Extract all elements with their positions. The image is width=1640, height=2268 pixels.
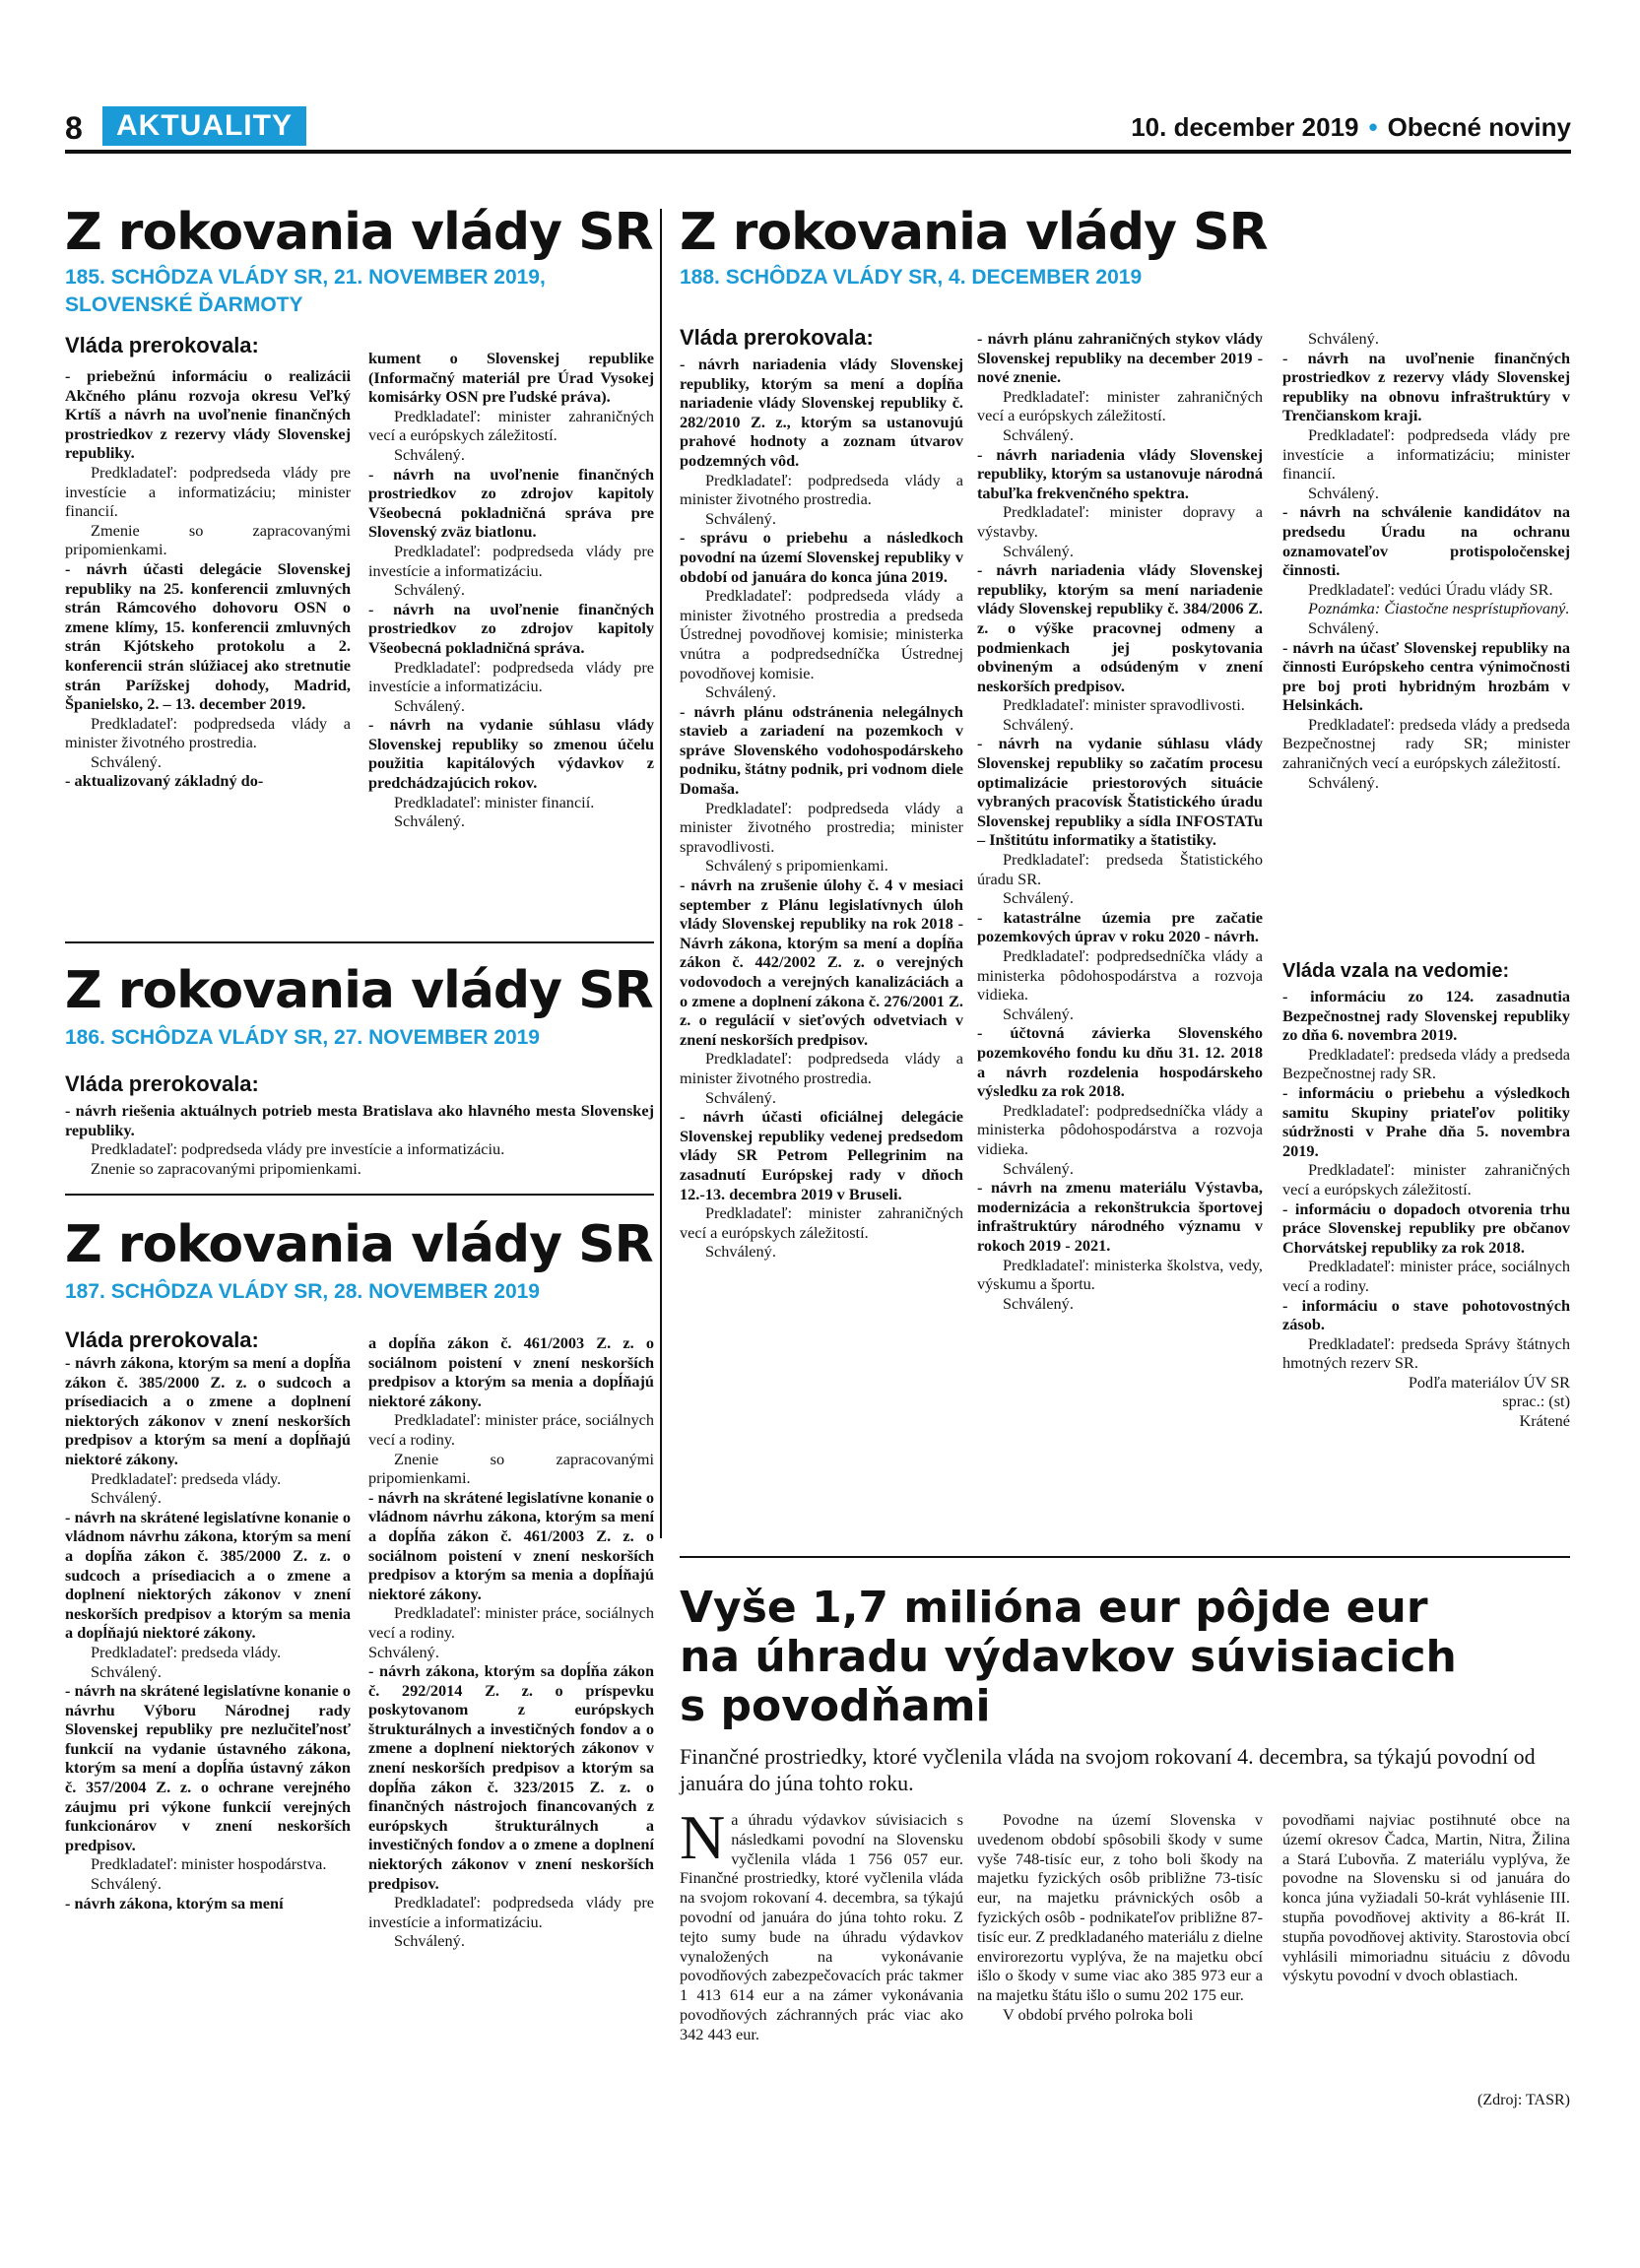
flood-headline-line: na úhradu výdavkov súvisiacich — [680, 1632, 1457, 1682]
flood-col3-text: povodňami najviac postihnuté obce na území okresov Čadca, Martin, Nitra, Žilina a Stará Ľubovňa. Z materiálu vyplýva, že povodne na Slovensku si od januára do konca júna vyžiadali 50-krát vyhlásenie III. stupňa povodňovej aktivity a 86-krát II. stupňa povodňovej aktivity. Starostovia obcí vyhlásili mimoriadnu situáciu z dôvodu výskytu povodní v dvoch oblastiach. — [1282, 1810, 1570, 1985]
paragraph: Predkladateľ: predseda vlády. — [91, 1642, 282, 1661]
paragraph: - návrh na uvoľnenie finančných prostriedkov z rezervy vlády Slovenskej republiky na obnovu infraštruktúry v Trenčianskom kraji. — [1282, 348, 1570, 425]
paragraph: Schválený. — [394, 580, 465, 600]
divider — [65, 941, 654, 943]
paragraph: Schválený. — [1308, 772, 1379, 792]
article-186-subtitle: 186. SCHÔDZA VLÁDY SR, 27. NOVEMBER 2019 — [65, 1026, 540, 1049]
separator-dot: • — [1368, 112, 1378, 142]
paragraph: Predkladateľ: podpredseda vlády a minister životného prostredia a predseda Ústrednej povodňovej komisie; ministerka vnútra a podpredsedníčka Ústrednej povodňovej komisie. — [680, 586, 963, 682]
paragraph: a dopĺňa zákon č. 461/2003 Z. z. o sociálnom poistení v znení neskorších predpisov a ktorým sa menia a dopĺňajú niektoré zákony. — [368, 1333, 654, 1410]
paragraph: Schválený. — [91, 1488, 162, 1508]
paragraph: Schválený. — [1003, 1004, 1074, 1023]
paragraph: Predkladateľ: podpredseda vlády pre investície a informatizáciu; minister financií. — [65, 462, 351, 521]
paragraph: Schválený. — [91, 1874, 162, 1894]
paragraph: Predkladateľ: podpredseda vlády pre investície a informatizáciu; minister financií. — [1282, 424, 1570, 484]
paragraph: sprac.: (st) — [1502, 1392, 1570, 1411]
divider — [680, 1556, 1570, 1558]
flood-col1-text: a úhradu výdavkov súvisiacich s následkami povodní na Slovensku vyčlenila vláda 1 756 057 eur. Finančné prostriedky, ktoré vyčlenila vláda na svojom rokovaní 4. decembra, sa týkajú povodní od januára do júna tohto roku. Z tejto sumy bude na úhradu výdavkov vynaložených na vykonávanie povodňových zabezpečovacích prác takmer 1 413 614 eur a na zámer vykonávania povodňových záchranných prác viac ako 342 443 eur. — [680, 1810, 963, 2043]
paragraph: - návrh účasti delegácie Slovenskej republiky na 25. konferencii zmluvných strán Rámcového dohovoru OSN o zmene klímy, 15. konferencii zmluvných strán Kjótskeho protokolu a 2. konferencii strán slúžiacej ako stretnutie strán Parížskej dohody, Madrid, Španielsko, 2. – 13. december 2019. — [65, 558, 351, 714]
paragraph: - návrh na uvoľnenie finančných prostriedkov zo zdrojov kapitoly Všeobecná pokladničná správa pre Slovenský zväz biatlonu. — [368, 464, 654, 542]
paragraph: Predkladateľ: minister spravodlivosti. — [1003, 695, 1245, 715]
paragraph: - návrh zákona, ktorým sa mení — [65, 1893, 284, 1912]
paragraph: Zmenie so zapracovanými pripomienkami. — [65, 520, 351, 559]
flood-headline-line: s povodňami — [680, 1681, 991, 1731]
paragraph: Schválený. — [394, 811, 465, 831]
paragraph: Schválený. — [91, 751, 162, 771]
paragraph: - návrh účasti oficiálnej delegácie Slovenskej republiky vedenej predsedom vlády SR Petrom Pellegrinim na zasadnutí Európskej rady v dňoch 12.-13. decembra 2019 v Bruseli. — [680, 1107, 963, 1203]
paragraph: Predkladateľ: predseda vlády. — [91, 1468, 282, 1488]
paragraph: Schválený. — [705, 1087, 776, 1107]
article-188-title: Z rokovania vlády SR — [680, 203, 1268, 262]
paragraph: - návrh na zmenu materiálu Výstavba, modernizácia a rekonštrukcia športovej infraštruktúry národného významu v rokoch 2019 - 2021. — [977, 1178, 1263, 1255]
paragraph: - návrh zákona, ktorým sa mení a dopĺňa zákon č. 385/2000 Z. z. o sudcoch a prísediacich a o zmene a doplnení niektorých zákonov v znení neskorších predpisov a ktorým sa mení a dopĺňajú niektoré zákony. — [65, 1353, 351, 1468]
article-187-col1 — [65, 1353, 351, 1912]
paragraph: - návrh plánu zahraničných stykov vlády Slovenskej republiky na december 2019 - nové znenie. — [977, 329, 1263, 387]
article-188-col1 — [680, 355, 963, 1262]
paragraph: Schválený. — [1003, 541, 1074, 560]
paragraph: Schválený. — [1003, 1158, 1074, 1178]
paragraph: Predkladateľ: vedúci Úradu vlády SR. — [1308, 579, 1553, 599]
paragraph: - návrh na schválenie kandidátov na predsedu Úradu na ochranu oznamovateľov protispoločenskej činnosti. — [1282, 502, 1570, 580]
issue-info — [1131, 112, 1571, 143]
paragraph: - návrh nariadenia vlády Slovenskej republiky, ktorým sa ustanovuje národná tabuľka frekvenčného spektra. — [977, 444, 1263, 502]
header-rule — [65, 150, 1571, 154]
paragraph: - aktualizovaný základný do- — [65, 771, 264, 791]
paragraph: Schválený. — [1003, 888, 1074, 908]
paragraph: Krátené — [1519, 1411, 1570, 1431]
paragraph: Predkladateľ: ministerka školstva, vedy, výskumu a športu. — [977, 1255, 1263, 1294]
article-185-col2 — [368, 349, 654, 831]
publication-name: Obecné noviny — [1387, 112, 1571, 142]
paragraph: Znenie so zapracovanými pripomienkami. — [91, 1158, 361, 1178]
paragraph: Predkladateľ: predseda vlády a predseda Bezpečnostnej rady SR; minister zahraničných vecí a európskych záležitostí. — [1282, 714, 1570, 773]
article-185-title: Z rokovania vlády SR — [65, 203, 653, 262]
section-tag: AKTUALITY — [102, 106, 306, 146]
paragraph: Predkladateľ: minister hospodárstva. — [91, 1854, 327, 1874]
paragraph: Predkladateľ: podpredseda vlády pre investície a informatizáciu. — [368, 1893, 654, 1931]
paragraph: Predkladateľ: podpredseda vlády pre investície a informatizáciu. — [368, 657, 654, 696]
paragraph: Schválený. — [394, 1931, 465, 1951]
paragraph: - návrh plánu odstránenia nelegálnych stavieb a zariadení na pozemkoch v správe Slovenského vodohospodárskeho podniku, štátny podnik, pri vodnom diele Domaša. — [680, 701, 963, 799]
paragraph: Schválený. — [705, 508, 776, 528]
flood-headline-line: Vyše 1,7 milióna eur pôjde eur — [680, 1583, 1428, 1633]
article-188-label2: Vláda vzala na vedomie: — [1282, 960, 1510, 982]
paragraph: Predkladateľ: minister dopravy a výstavby. — [977, 502, 1263, 541]
flood-headline — [680, 1584, 1457, 1731]
article-187-label: Vláda prerokovala: — [65, 1328, 259, 1352]
column-rule — [660, 209, 662, 1538]
paragraph: - katastrálne územia pre začatie pozemkových úprav v roku 2020 - návrh. — [977, 907, 1263, 946]
paragraph: Znenie so zapracovanými pripomienkami. — [368, 1449, 654, 1488]
article-186-body — [65, 1101, 654, 1178]
article-186-title: Z rokovania vlády SR — [65, 961, 653, 1020]
flood-col1 — [680, 1802, 963, 2044]
paragraph: Predkladateľ: podpredseda vlády a minister životného prostredia. — [65, 713, 351, 752]
article-187-col2 — [368, 1333, 654, 1951]
paragraph: Predkladateľ: podpredseda vlády a minister životného prostredia. — [680, 1049, 963, 1087]
flood-lead: Finančné prostriedky, ktoré vyčlenila vláda na svojom rokovaní 4. decembra, sa týkajú povodní od januára do júna tohto roku. — [680, 1744, 1536, 1795]
article-188-col2 — [977, 329, 1263, 1313]
paragraph: Predkladateľ: predseda Štatistického úradu SR. — [977, 850, 1263, 888]
paragraph: - informáciu o dopadoch otvorenia trhu práce Slovenskej republiky pre občanov Chorvátskej republiky za rok 2018. — [1282, 1199, 1570, 1257]
article-188-col3 — [1282, 329, 1570, 792]
flood-col2-text: Povodne na území Slovenska v uvedenom období spôsobili škody v sume vyše 748-tisíc eur, z toho boli škody na majetku fyzických osôb približne 73-tisíc eur, na majetku právnických osôb a fyzických osôb - podnikateľov približne 87-tisíc eur. Z predkladaného materiálu z dielne envirorezortu vyplýva, že na majetku obcí išlo o škody v sume viac ako 385 973 eur a na majetku štátu išlo o sumu 202 175 eur. — [977, 1810, 1263, 2005]
paragraph: Predkladateľ: minister práce, sociálnych vecí a rodiny. — [368, 1603, 654, 1642]
paragraph: Predkladateľ: minister zahraničných vecí a európskych záležitostí. — [977, 386, 1263, 425]
paragraph: - návrh na uvoľnenie finančných prostriedkov zo zdrojov kapitoly Všeobecná pokladničná správa. — [368, 599, 654, 657]
paragraph: Predkladateľ: minister práce, sociálnych vecí a rodiny. — [1282, 1257, 1570, 1295]
paragraph: - návrh zákona, ktorým sa dopĺňa zákon č. 292/2014 Z. z. o príspevku poskytovanom z európskych štrukturálnych a investičných fondov a o zmene a doplnení niektorých zákonov v znení neskorších predpisov a ktorým sa dopĺňa zákon č. 323/2015 Z. z. o finančných nástrojoch financovaných z európskych štrukturálnych a investičných fondov a o zmene a doplnení niektorých zákonov v znení neskorších predpisov. — [368, 1661, 654, 1893]
paragraph: Schválený s pripomienkami. — [705, 856, 888, 875]
paragraph: - návrh na skrátené legislatívne konanie o návrhu Výboru Národnej rady Slovenskej republiky pre nezlučiteľnosť funkcií na vydanie ústavného zákona, ktorým sa mení a dopĺňa ústavný zákon č. 357/2004 Z. z. o ochrane verejného záujmu pri výkone funkcií verejných funkcionárov v znení neskorších predpisov. — [65, 1681, 351, 1854]
paragraph: - návrh na vydanie súhlasu vlády Slovenskej republiky so zmenou účelu použitia kapitálových výdavkov z predchádzajúcich rokov. — [368, 715, 654, 793]
paragraph: - návrh nariadenia vlády Slovenskej republiky, ktorým sa mení nariadenie vlády Slovenskej republiky č. 384/2006 Z. z. o výške pracovnej odmeny a podmienkach jej poskytovania obvineným a odsúdeným v znení neskorších predpisov. — [977, 560, 1263, 695]
paragraph: Predkladateľ: podpredsedníčka vlády a ministerka pôdohospodárstva a rozvoja vidieka. — [977, 1100, 1263, 1158]
paragraph: Schválený. — [705, 682, 776, 702]
paragraph: Predkladateľ: podpredseda vlády a minister životného prostredia. — [680, 470, 963, 509]
paragraph: - správu o priebehu a následkoch povodní na území Slovenskej republiky v období od januára do konca júna 2019. — [680, 528, 963, 586]
paragraph: Schválený. — [1003, 714, 1074, 734]
paragraph: Predkladateľ: minister zahraničných vecí a európskych záležitostí. — [368, 406, 654, 445]
article-187-title: Z rokovania vlády SR — [65, 1215, 653, 1274]
paragraph: Schválený. — [394, 695, 465, 715]
issue-date: 10. december 2019 — [1131, 112, 1359, 142]
paragraph: Predkladateľ: podpredseda vlády pre investície a informatizáciu. — [368, 541, 654, 580]
paragraph: Predkladateľ: minister zahraničných vecí a európskych záležitostí. — [1282, 1160, 1570, 1199]
paragraph: Schválený. — [1003, 424, 1074, 444]
article-185-label: Vláda prerokovala: — [65, 333, 259, 357]
paragraph: - návrh na skrátené legislatívne konanie o vládnom návrhu zákona, ktorým sa mení a dopĺňa zákon č. 385/2000 Z. z. o sudcoch a prísediacich a o zmene a doplnení niektorých zákonov v znení neskorších predpisov a ktorým sa menia a dopĺňajú niektoré zákony. — [65, 1507, 351, 1643]
paragraph: Predkladateľ: predseda Správy štátnych hmotných rezerv SR. — [1282, 1333, 1570, 1373]
paragraph: Predkladateľ: podpredseda vlády pre investície a informatizáciu. — [91, 1139, 505, 1159]
paragraph: Schválený. — [1308, 617, 1379, 637]
paragraph: Schválený. — [91, 1661, 162, 1681]
flood-col2-text: V období prvého polroka boli — [1003, 2004, 1194, 2024]
paragraph: - návrh na zrušenie úlohy č. 4 v mesiaci september z Plánu legislatívnych úloh vlády Slovenskej republiky na rok 2018 - Návrh zákona, ktorým sa mení a dopĺňa zákon č. 442/2002 Z. z. o verejných vodovodoch a verejných kanalizáciách a o zmene a doplnení zákona č. 276/2001 Z. z. o regulácií v sieťových odvetviach v znení neskorších predpisov. — [680, 875, 963, 1049]
paragraph: Predkladateľ: predseda vlády a predseda Bezpečnostnej rady SR. — [1282, 1044, 1570, 1083]
paragraph: Poznámka: Čiastočne nesprístupňovaný. — [1308, 599, 1570, 618]
paragraph: - účtovná závierka Slovenského pozemkového fondu ku dňu 31. 12. 2018 a návrh rozdelenia hospodárskeho výsledku za rok 2018. — [977, 1023, 1263, 1101]
paragraph: Schválený. — [368, 1642, 439, 1661]
article-186-label: Vláda prerokovala: — [65, 1071, 259, 1096]
drop-cap: N — [680, 1802, 726, 1872]
paragraph: Schválený. — [705, 1242, 776, 1262]
paragraph: - informáciu zo 124. zasadnutia Bezpečnostnej rady Slovenskej republiky zo dňa 6. novembra 2019. — [1282, 987, 1570, 1045]
divider — [65, 1194, 654, 1196]
flood-col2 — [977, 1810, 1263, 2025]
paragraph: Schválený. — [394, 444, 465, 464]
paragraph: - návrh riešenia aktuálnych potrieb mesta Bratislava ako hlavného mesta Slovenskej republiky. — [65, 1101, 654, 1139]
paragraph: - návrh nariadenia vlády Slovenskej republiky, ktorým sa mení a dopĺňa nariadenie vlády Slovenskej republiky č. 282/2010 Z. z., ktorým sa ustanovujú prahové hodnoty a zoznam útvarov podzemných vôd. — [680, 355, 963, 470]
paragraph: Predkladateľ: podpredsedníčka vlády a ministerka pôdohospodárstva a rozvoja vidieka. — [977, 946, 1263, 1004]
paragraph: Schválený. — [1003, 1293, 1074, 1313]
paragraph: - návrh na účasť Slovenskej republiky na činnosti Európskeho centra výnimočnosti pre boj proti hybridným hrozbám v Helsinkách. — [1282, 637, 1570, 715]
paragraph: - návrh na vydanie súhlasu vlády Slovenskej republiky so začatím procesu optimalizácie priestorových situácie vybraných pracovísk Štatistického úradu Slovenskej republiky a sídla INFOSTATu – Inštitútu informatiky a štatistiky. — [977, 734, 1263, 850]
article-188-col3b — [1282, 987, 1570, 1431]
flood-source: (Zdroj: TASR) — [1477, 2092, 1570, 2108]
paragraph: Predkladateľ: minister zahraničných vecí a európskych záležitostí. — [680, 1203, 963, 1242]
paragraph: Predkladateľ: minister financií. — [394, 792, 595, 811]
paragraph: Podľa materiálov ÚV SR — [1408, 1372, 1570, 1392]
paragraph: Schválený. — [1308, 329, 1379, 348]
article-188-subtitle: 188. SCHÔDZA VLÁDY SR, 4. DECEMBER 2019 — [680, 266, 1143, 289]
paragraph: - informáciu o priebehu a výsledkoch samitu Skupiny priateľov politiky súdržnosti v Prahe dňa 5. novembra 2019. — [1282, 1082, 1570, 1160]
paragraph: - návrh na skrátené legislatívne konanie o vládnom návrhu zákona, ktorým sa mení a dopĺňa zákon č. 461/2003 Z. z. o sociálnom poistení v znení neskorších predpisov a ktorým sa menia a dopĺňajú niektoré zákony. — [368, 1487, 654, 1603]
article-185-col1 — [65, 366, 351, 791]
paragraph: - informáciu o stave pohotovostných zásob. — [1282, 1295, 1570, 1334]
paragraph: - priebežnú informáciu o realizácii Akčného plánu rozvoja okresu Veľký Krtíš a návrh na uvoľnenie finančných prostriedkov z rezervy vlády Slovenskej republiky. — [65, 366, 351, 463]
paragraph: Predkladateľ: podpredseda vlády a minister životného prostredia; minister spravodlivosti. — [680, 798, 963, 856]
paragraph: kument o Slovenskej republike (Informačný materiál pre Úrad Vysokej komisárky OSN pre ľudské práva). — [368, 349, 654, 407]
page-number: 8 — [65, 110, 83, 146]
paragraph: Schválený. — [1308, 483, 1379, 502]
article-188-label: Vláda prerokovala: — [680, 325, 874, 350]
paragraph: Predkladateľ: minister práce, sociálnych vecí a rodiny. — [368, 1410, 654, 1449]
flood-col3 — [1282, 1810, 1570, 1985]
article-187-subtitle: 187. SCHÔDZA VLÁDY SR, 28. NOVEMBER 2019 — [65, 1280, 540, 1303]
article-185-subtitle: 185. SCHÔDZA VLÁDY SR, 21. NOVEMBER 2019, SLOVENSKÉ ĎARMOTY — [65, 266, 546, 316]
